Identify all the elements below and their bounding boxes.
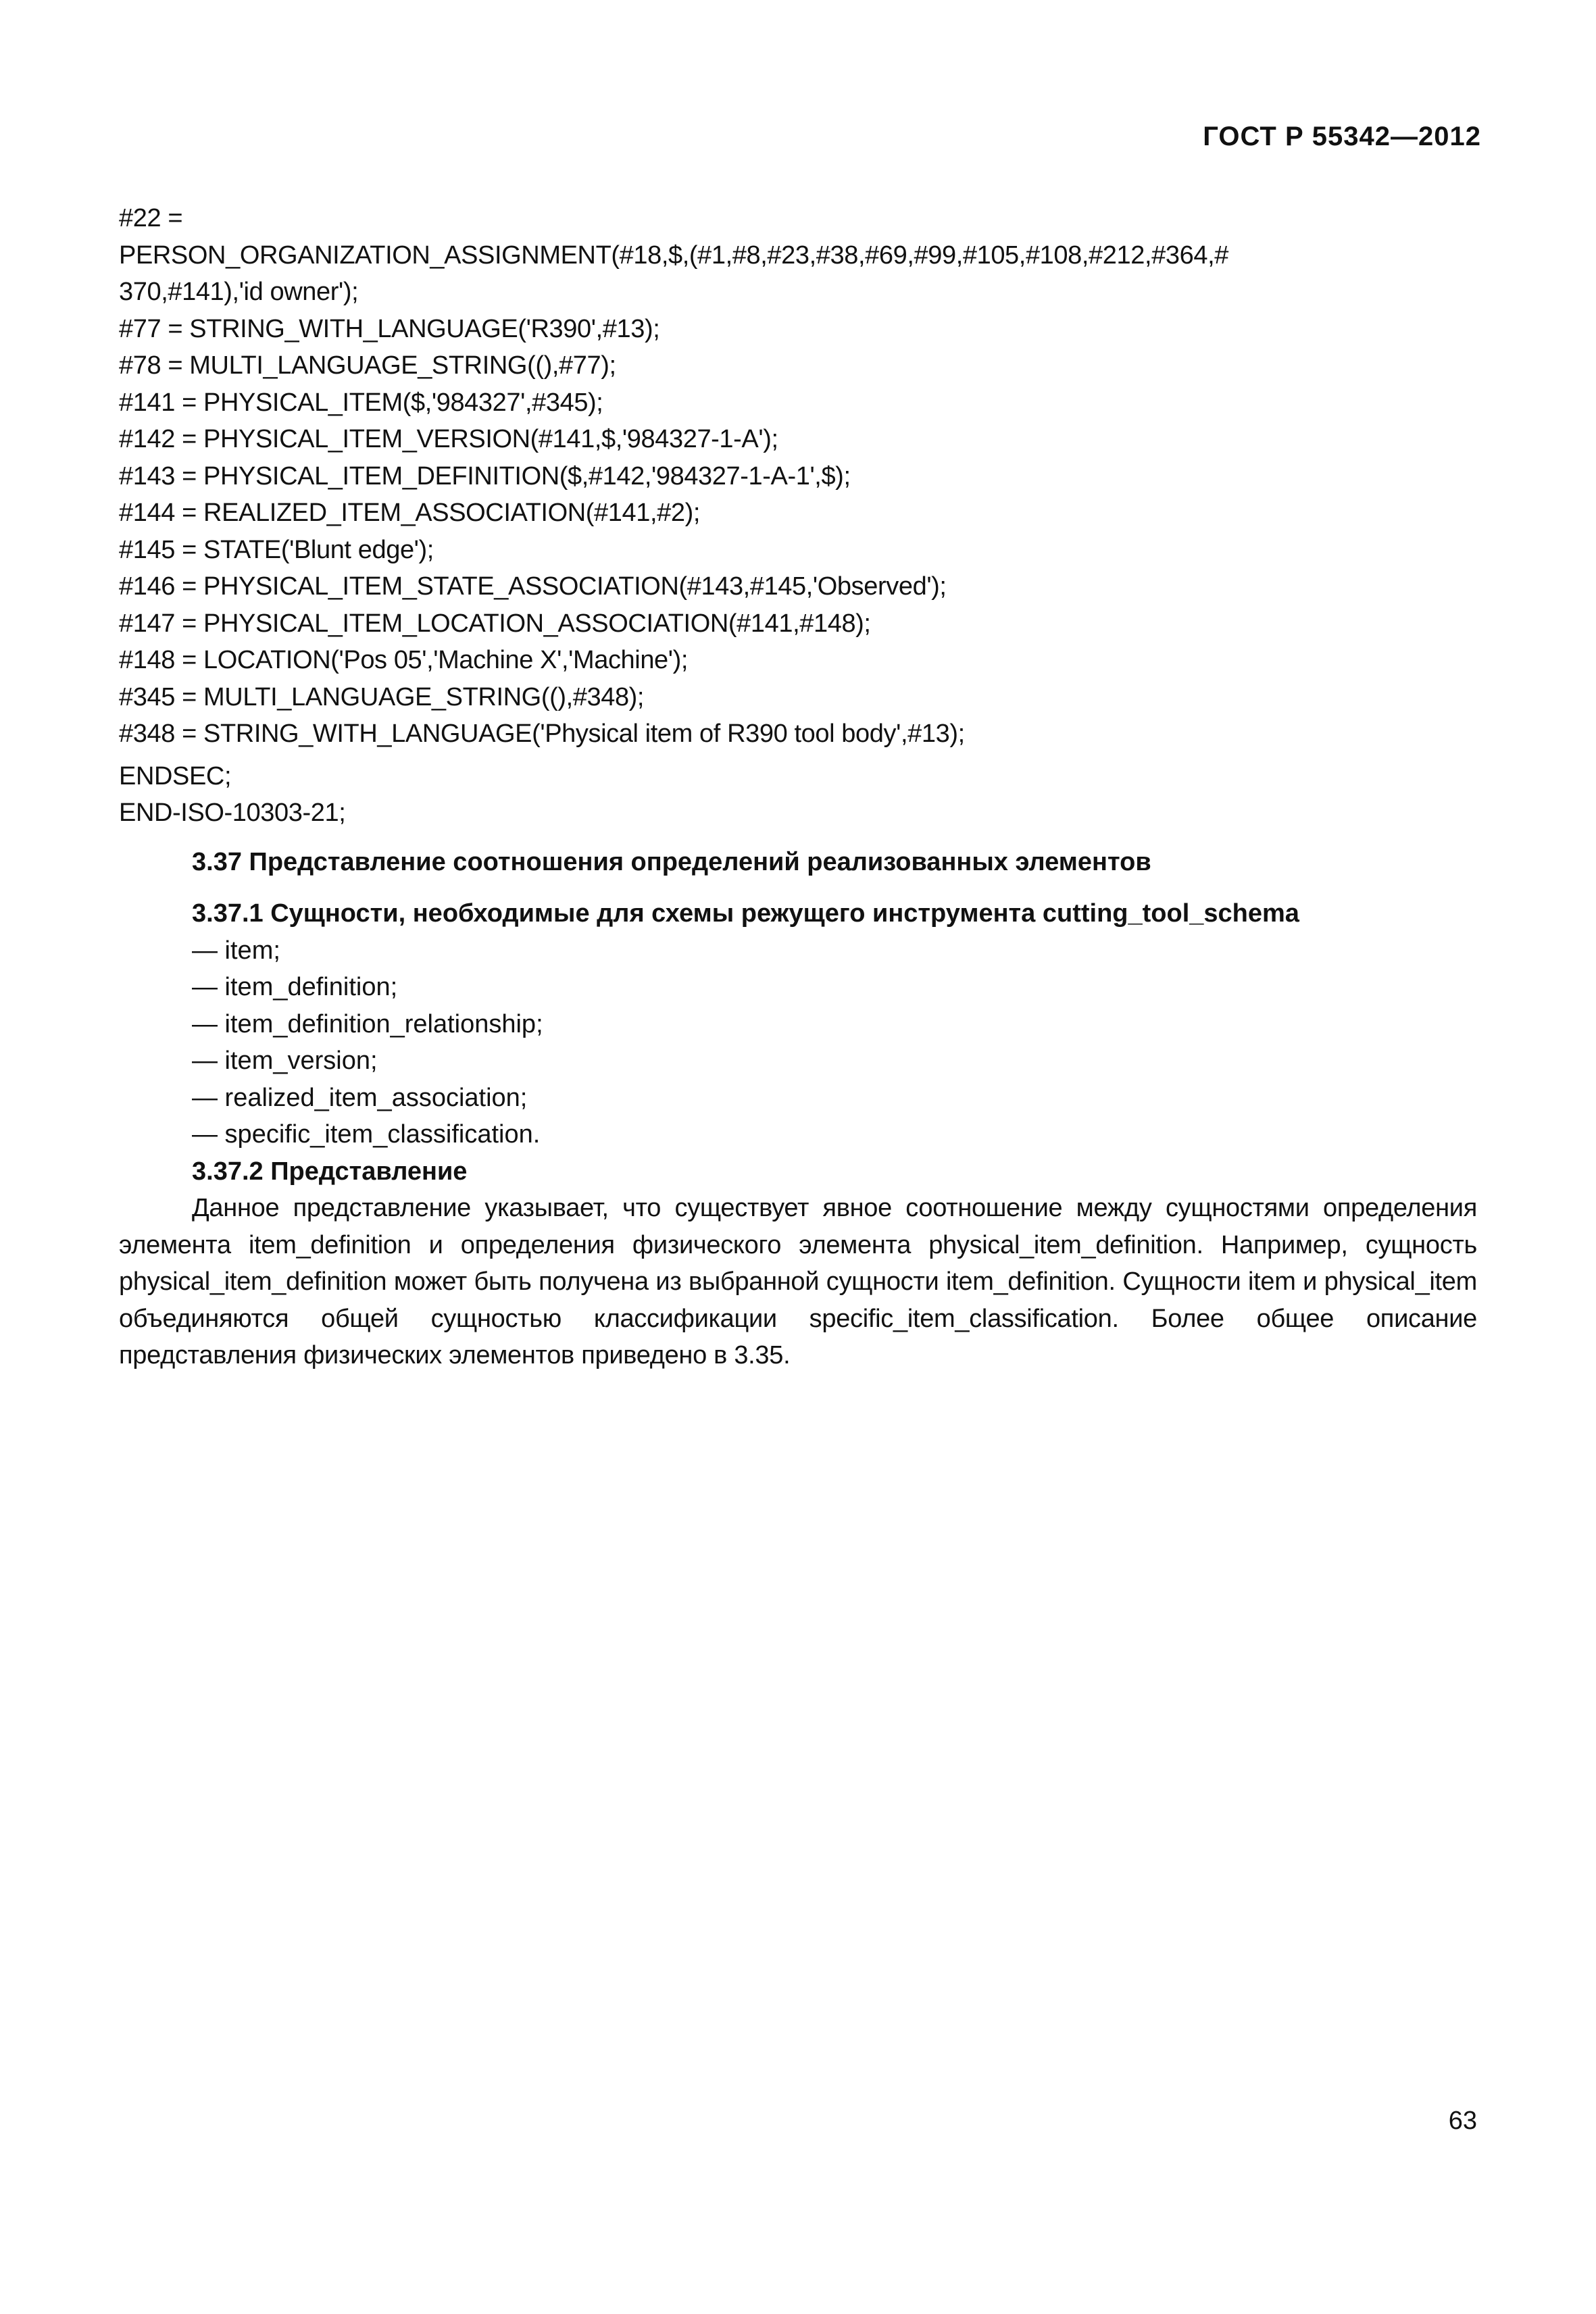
code-line: #22 = (119, 204, 183, 232)
subsection-heading-representation: 3.37.2 Представление (192, 1157, 468, 1186)
list-item: — item_definition; (192, 973, 398, 1001)
code-line: PERSON_ORGANIZATION_ASSIGNMENT(#18,$,(#1,#8,#23,#38,#69,#99,#105,#108,#212,#364,# (119, 241, 1228, 270)
page-content (119, 200, 1477, 1374)
code-line: #148 = LOCATION('Pos 05','Machine X','Machine'); (119, 646, 689, 674)
code-line: #345 = MULTI_LANGUAGE_STRING((),#348); (119, 682, 645, 711)
code-line: #143 = PHYSICAL_ITEM_DEFINITION($,#142,'984327-1-A-1',$); (119, 461, 851, 491)
code-line: #142 = PHYSICAL_ITEM_VERSION(#141,$,'984327-1-A'); (119, 425, 778, 453)
list-item: — item; (192, 936, 280, 965)
list-item: — specific_item_classification. (192, 1120, 541, 1149)
code-line: #145 = STATE('Blunt edge'); (119, 535, 434, 564)
code-line: #147 = PHYSICAL_ITEM_LOCATION_ASSOCIATION(#141,#148); (119, 609, 871, 638)
endsec-line: ENDSEC; (119, 761, 232, 790)
list-item: — item_version; (192, 1047, 378, 1075)
code-block (119, 200, 1477, 832)
code-line: #77 = STRING_WITH_LANGUAGE('R390',#13); (119, 314, 660, 343)
end-iso-line: END-ISO-10303-21; (119, 799, 346, 827)
code-line: #146 = PHYSICAL_ITEM_STATE_ASSOCIATION(#143,#145,'Observed'); (119, 572, 947, 601)
code-line: #78 = MULTI_LANGUAGE_STRING((),#77); (119, 351, 616, 380)
code-line: 370,#141),'id owner'); (119, 278, 359, 306)
page-number: 63 (1448, 2107, 1477, 2135)
section-heading: 3.37 Представление соотношения определений реализованных элементов (192, 847, 1151, 876)
list-item: — realized_item_association; (192, 1083, 528, 1112)
list-item: — item_definition_relationship; (192, 1009, 543, 1038)
entity-list (119, 932, 1477, 1153)
document-header: ГОСТ Р 55342—2012 (1203, 122, 1481, 151)
code-line: #141 = PHYSICAL_ITEM($,'984327',#345); (119, 388, 603, 417)
code-line: #348 = STRING_WITH_LANGUAGE('Physical item of R390 tool body',#13); (119, 720, 965, 748)
code-line: #144 = REALIZED_ITEM_ASSOCIATION(#141,#2); (119, 499, 701, 527)
representation-paragraph: Данное представление указывает, что существует явное соотношение между сущностями определения элемента item_definition и определения физического элемента physical_item_definition. Например, сущность physical_item_definition может быть получена из выбранной сущности item_definition. Сущности item и physical_item объединяются общей сущностью классификации specific_item_classification. Более общее описание представления физических элементов приведено в 3.35. (119, 1194, 1477, 1369)
subsection-heading-entities: 3.37.1 Сущности, необходимые для схемы режущего инструмента cutting_tool_schema (192, 899, 1299, 928)
